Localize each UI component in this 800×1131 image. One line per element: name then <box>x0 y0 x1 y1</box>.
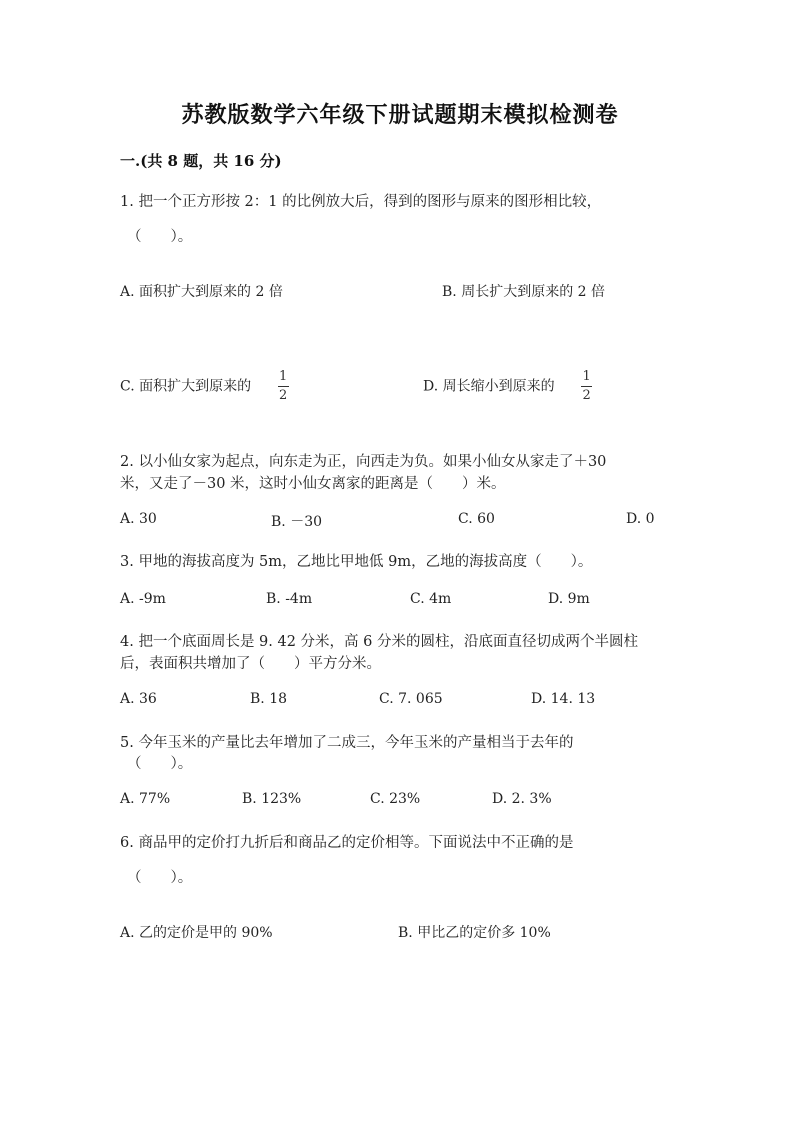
question-1-line-1: 1. 把一个正方形按 2：1 的比例放大后，得到的图形与原来的图形相比较， <box>120 194 602 210</box>
question-6-line-2: （ ）。 <box>127 870 193 886</box>
fraction-numerator: 1 <box>582 369 591 384</box>
question-5-line-2: （ ）。 <box>127 756 193 772</box>
question-6-line-1: 6. 商品甲的定价打九折后和商品乙的定价相等。下面说法中不正确的是 <box>120 835 574 851</box>
question-1-line-2: （ ）。 <box>127 229 193 245</box>
question-1-option-a[interactable]: A. 面积扩大到原来的 2 倍 <box>120 284 283 300</box>
question-3-option-c[interactable]: C. 4m <box>410 591 452 607</box>
question-5-line-1: 5. 今年玉米的产量比去年增加了二成三，今年玉米的产量相当于去年的 <box>120 735 574 751</box>
question-2-option-b[interactable]: B. －30 <box>271 514 323 530</box>
question-4-option-d[interactable]: D. 14. 13 <box>531 691 596 707</box>
question-1-option-d-text: D. 周长缩小到原来的 <box>423 378 555 395</box>
question-4-option-b[interactable]: B. 18 <box>250 691 288 707</box>
question-1-option-d[interactable] <box>423 370 592 403</box>
page-title: 苏教版数学六年级下册试题期末模拟检测卷 <box>181 102 619 128</box>
question-3-line-1: 3. 甲地的海拔高度为 5m，乙地比甲地低 9m，乙地的海拔高度（ ）。 <box>120 554 593 570</box>
question-4-line-2: 后，表面积共增加了（ ）平方分米。 <box>120 656 381 672</box>
question-2-option-c[interactable]: C. 60 <box>458 511 495 527</box>
question-1-option-c-text: C. 面积扩大到原来的 <box>120 378 252 395</box>
question-3-option-a[interactable]: A. -9m <box>120 591 166 607</box>
question-4-line-1: 4. 把一个底面周长是 9. 42 分米，高 6 分米的圆柱，沿底面直径切成两个半圆柱 <box>120 634 638 650</box>
question-1-option-b[interactable]: B. 周长扩大到原来的 2 倍 <box>442 284 605 300</box>
question-6-option-b[interactable]: B. 甲比乙的定价多 10% <box>398 925 551 941</box>
question-5-option-a[interactable]: A. 77% <box>120 791 171 807</box>
question-1-option-c[interactable] <box>120 370 289 403</box>
fraction-half <box>581 370 592 403</box>
fraction-numerator: 1 <box>278 369 288 384</box>
question-3-option-b[interactable]: B. -4m <box>266 591 313 607</box>
fraction-denominator: 2 <box>582 388 591 403</box>
fraction-bar <box>581 386 592 387</box>
question-3-option-d[interactable]: D. 9m <box>548 591 590 607</box>
fraction-half <box>278 370 289 403</box>
question-5-option-c[interactable]: C. 23% <box>370 791 421 807</box>
question-5-option-b[interactable]: B. 123% <box>242 791 302 807</box>
question-4-option-a[interactable]: A. 36 <box>120 691 157 707</box>
question-2-line-1: 2. 以小仙女家为起点，向东走为正，向西走为负。如果小仙女从家走了＋30 <box>120 454 607 470</box>
fraction-denominator: 2 <box>278 388 288 403</box>
question-4-option-c[interactable]: C. 7. 065 <box>379 691 443 707</box>
question-2-option-a[interactable]: A. 30 <box>120 511 157 527</box>
fraction-bar <box>278 386 289 387</box>
section-heading: 一.(共 8 题，共 16 分) <box>120 152 282 170</box>
question-5-option-d[interactable]: D. 2. 3% <box>492 791 552 807</box>
question-6-option-a[interactable]: A. 乙的定价是甲的 90% <box>120 925 273 941</box>
question-2-line-2: 米，又走了－30 米，这时小仙女离家的距离是（ ）米。 <box>120 476 506 492</box>
question-2-option-d[interactable]: D. 0 <box>626 511 655 527</box>
